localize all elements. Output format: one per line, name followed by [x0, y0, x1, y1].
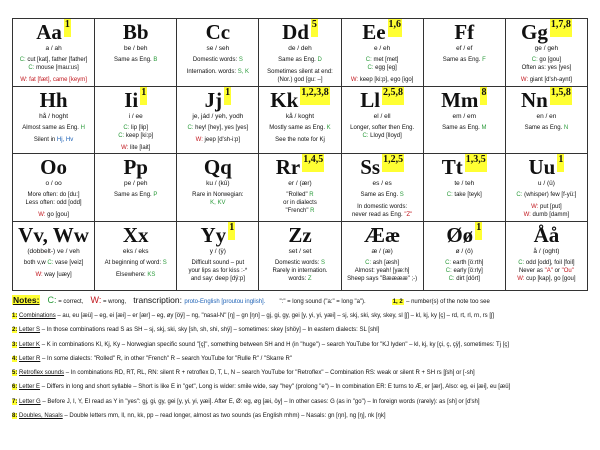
note-number: 2: [12, 327, 18, 334]
note-text: – K in combinations Kl, Kj, Ky – Norwegian specific sound "[ç]", something between SH and H (in "huge") – search YouTube for "KJ lyden" – kl, kj, ky [çi, ç, çÿ], sometimes: Tj [ç] [40, 341, 510, 348]
letter-cell [95, 222, 177, 291]
pronunciation-line: W: keep [ki:p], ego [igo] [350, 77, 414, 83]
pronunciation-line: W: go [gou] [38, 212, 69, 218]
grid-row [13, 19, 588, 87]
note-reference-badge: 1,7,8 [550, 19, 572, 37]
pronunciation-line: C: earth [ö:rth] [445, 260, 484, 266]
pronunciation-line: In domestic words: [357, 204, 408, 210]
note-number: 1: [12, 313, 18, 319]
pronunciation-line: never read as Eng. "Z" [351, 212, 413, 218]
letter-cell [341, 87, 423, 154]
letter-glyph: Ll [360, 88, 381, 112]
letter-glyph: Qq [203, 155, 232, 179]
note-reference-badge: 1 [140, 87, 147, 105]
letter-cell [95, 19, 177, 87]
letter-glyph: Kk [270, 88, 299, 112]
letter-name: y / (ÿ) [209, 248, 226, 255]
note-title: Letter S [19, 327, 41, 334]
letter-name: æ / (æ) [371, 248, 393, 255]
pronunciation-line: Same as Eng. B [114, 57, 158, 63]
pronunciation-line: C: early [ö:rly] [445, 268, 483, 274]
pronunciation-line: W: fat [fæt], came [keym] [20, 77, 87, 83]
note-title: Doubles, Nasals [19, 413, 63, 420]
pronunciation-line: C: go [gou] [531, 57, 562, 63]
pronunciation-line: C: ash [æsh] [365, 260, 400, 266]
pronunciation-line: C: hey! [hey], yes [yes] [187, 125, 249, 131]
letter-glyph: Dd [282, 20, 309, 44]
letter-name: je, jád / yeh, yodh [192, 113, 244, 120]
note-reference-badge: 1,6 [388, 19, 403, 37]
letter-name: kå / koght [285, 113, 315, 120]
pronunciation-line: Longer, softer then Eng. [350, 125, 415, 131]
letter-name: ku / (kû) [206, 180, 230, 187]
letter-glyph: Nn [520, 88, 548, 112]
pronunciation-line: Less often: odd [odd] [25, 200, 82, 206]
note-reference-badge: 2,5,8 [382, 87, 404, 105]
note-text: – In those combinations read S as SH – sj, skj, ski, sky [sh, sh, shi, shÿ] – sometimes: skey [shöy] – In eastern dialects: SL [shl] [40, 327, 380, 334]
letter-cell [13, 19, 95, 87]
letter-glyph: Tt [441, 155, 463, 179]
letter-name: de / deh [288, 45, 312, 52]
letter-glyph: Bb [122, 20, 149, 44]
letter-name: ø / (ö) [455, 248, 473, 255]
correct-label: C: [47, 295, 57, 305]
pronunciation-line: Almost: yeah! [yæ:h] [354, 268, 410, 274]
pronunciation-line: C: odd [odd], foil [foil] [518, 260, 575, 266]
note-title: Letter R [19, 355, 41, 362]
letter-cell [423, 19, 505, 87]
pronunciation-line: Same as Eng. M [442, 125, 487, 131]
letter-cell [341, 154, 423, 222]
letter-name: u / (ü) [537, 180, 555, 187]
pronunciation-line: Domestic words: S [274, 260, 325, 266]
letter-glyph: Øø [446, 223, 474, 247]
letter-name: å / (oght) [533, 248, 560, 255]
note-item [12, 366, 600, 380]
grid-row [13, 154, 588, 222]
letter-glyph: Pp [123, 155, 148, 179]
transcription-label: transcription: [133, 295, 182, 305]
letter-name: em / em [452, 113, 477, 120]
pronunciation-line: At beginning of word: S [104, 260, 167, 266]
letter-name: be / beh [123, 45, 148, 52]
letter-glyph: Xx [122, 223, 149, 247]
note-text: – Double letters mm, ll, nn, kk, pp – read longer, almost as two sounds (as English mhm) – Nasals: gn [ŋn], ng [ŋ], nk [ŋk] [62, 413, 386, 420]
pronunciation-line: Rarely in internation. [272, 268, 328, 274]
long-sound-note: ":" = long sound ("a:" = long "a"). [279, 299, 366, 305]
letter-cell [341, 222, 423, 291]
note-item [12, 380, 600, 394]
letter-cell [95, 154, 177, 222]
note-reference-badge: 1,3,5 [465, 154, 487, 172]
pronunciation-line: More often: do [du:] [27, 192, 80, 198]
letter-glyph: Vv, Ww [18, 223, 89, 247]
pronunciation-line: C: mouse [mau:us] [28, 65, 79, 71]
pronunciation-line: K, KV [210, 200, 226, 206]
letter-cell [177, 154, 259, 222]
letter-name: en / en [536, 113, 557, 120]
pronunciation-line: Often as: yes [yes] [521, 65, 572, 71]
note-number: 3: [12, 341, 18, 348]
letter-glyph: Uu [528, 155, 556, 179]
pronunciation-line: C: met [met] [365, 57, 399, 63]
pronunciation-line: "French" R [285, 208, 315, 214]
letter-cell [505, 87, 587, 154]
note-number: 5: [12, 370, 18, 377]
letter-name: (dobbelt-) ve / veh [27, 248, 80, 255]
pronunciation-line: W: way [uæy] [35, 272, 72, 278]
note-title: Retroflex sounds [19, 370, 65, 377]
pronunciation-line: W: lite [lait] [121, 145, 151, 151]
note-reference-badge: 1,2,3,8 [300, 87, 330, 105]
grid-row [13, 87, 588, 154]
letter-cell [177, 222, 259, 291]
note-text: – Before J, I, Y, EI read as Y in "yes": gj, gi, gy, gei [y, yi, yi, yæi]. After E, Ø: eg, øg [æi, öy] – In other cases: G (as in "go") – In foreign words (rarely): as [sh] or [d'sh] [40, 398, 480, 405]
letter-glyph: Åå [533, 223, 560, 247]
note-number: 6: [12, 384, 18, 391]
pronunciation-line: C: dirt [dört] [448, 276, 480, 282]
note-text: – Differs in long and short syllable – Short is like E in "get", Long is wider: smile wide, say "hey" (prolong "e") – In combination ER: E turns to Æ, er [ær], Also: eg, ei [æi], eu [æü] [40, 384, 511, 391]
letter-cell [259, 19, 341, 87]
pronunciation-line: Never as "A" or "Ou" [518, 268, 574, 274]
letter-name: a / ah [45, 45, 62, 52]
letter-cell [505, 222, 587, 291]
letter-name: el / ell [373, 113, 391, 120]
letter-glyph: Ff [454, 20, 475, 44]
letter-name: es / es [372, 180, 392, 187]
notes-section [12, 293, 600, 423]
letter-name: se / seh [206, 45, 230, 52]
pronunciation-line: or in dialects [283, 200, 317, 206]
letter-glyph: Ee [362, 20, 386, 44]
letter-name: pe / peh [123, 180, 148, 187]
pronunciation-line: C: lip [lip] [123, 125, 149, 131]
letter-cell [423, 222, 505, 291]
note-item [12, 352, 600, 366]
note-reference-badge: 1 [475, 222, 482, 240]
note-reference-badge: 5 [311, 19, 318, 37]
letter-name: set / set [288, 248, 312, 255]
letter-cell [423, 154, 505, 222]
pronunciation-line: Sheep says "Bææææ" ;-) [347, 276, 418, 282]
grid-row [13, 222, 588, 291]
letter-cell [177, 87, 259, 154]
transcription-text: proto-English [proutou inglish]. [184, 299, 266, 305]
pronunciation-line: C: take [teyk] [446, 192, 482, 198]
pronunciation-line: "Rolled" R [286, 192, 314, 198]
wrong-label: W: [90, 295, 102, 305]
letter-cell [259, 87, 341, 154]
note-reference-badge: 1,4,5 [302, 154, 324, 172]
note-reference-badge: 1 [64, 19, 71, 37]
pronunciation-line: Almost same as Eng. H [22, 125, 85, 131]
pronunciation-line: W: giant [d'sh-aynt] [520, 77, 572, 83]
norwegian-alphabet-grid [12, 18, 588, 291]
note-title: Letter G [19, 398, 41, 405]
letter-name: eks / eks [122, 248, 149, 255]
pronunciation-line: Same as Eng. D [278, 57, 322, 63]
note-reference-badge: 8 [480, 87, 487, 105]
letter-glyph: Aa [36, 20, 62, 44]
letter-glyph: Yy [200, 223, 227, 247]
notes-legend: Notes: C: = correct, W: = wrong, transcription: proto-English [proutou inglish]. ":" = long sound ("a:" = long "a"). 1, 2 – number(s) of the note too see [13, 295, 490, 305]
letter-cell [505, 19, 587, 87]
note-title: Combinations [19, 313, 56, 319]
letter-cell [13, 222, 95, 291]
pronunciation-line: Rare in Norwegian: [192, 192, 244, 198]
note-reference-badge: 1 [228, 222, 235, 240]
note-text: – In combinations RD, RT, RL, RN: silent R + retroflex D, T, L, N – search YouTube for "Retroflex" – Combination RS: weak or silent R + SH rs [ʃsh] or [-sh] [64, 370, 475, 377]
pronunciation-line: Elsewhere: KS [116, 272, 156, 278]
note-number: 8: [12, 413, 18, 420]
pronunciation-line: W: put [put] [531, 204, 562, 210]
note-item [12, 323, 600, 337]
note-item [12, 338, 600, 352]
letter-glyph: Cc [205, 20, 231, 44]
pronunciation-line: W: dumb [damm] [523, 212, 570, 218]
note-number-explanation: – number(s) of the note too see [406, 299, 490, 305]
pronunciation-line: C: keep [ki:p] [118, 133, 154, 139]
letter-glyph: Oo [40, 155, 67, 179]
pronunciation-line: Internation. words: S, K [186, 69, 250, 75]
letter-name: o / oo [45, 180, 62, 187]
note-number: 7: [12, 398, 18, 405]
note-text: – In some dialects: "Rolled" R, in other "French" R – search YouTube for "Rulle R" / "Skarre R" [40, 355, 292, 362]
note-reference-badge: 1,5,8 [550, 87, 572, 105]
letter-name: te / teh [454, 180, 475, 187]
letter-name: er / (ær) [288, 180, 312, 187]
note-item [12, 395, 600, 409]
pronunciation-line: C: (whisper) few [f-yü:] [516, 192, 577, 198]
note-items [12, 309, 600, 423]
letter-glyph: Rr [275, 155, 301, 179]
note-text: – au, eu [æü] – eg, ei [æi] – er [ær] – eg, øy [öÿ] – ng, "nasal-N" [ŋ] – gn [ŋn] – gj, gi, gy, gei [y, yi, yi, yæi] – sj, skj, ski, sky, skey, sl [ʃ] – kl, kj, ky [ç] – rd, rt, rl, rn, rs [ʃ] [55, 313, 495, 319]
pronunciation-line: C: cut [kat], father [father] [19, 57, 88, 63]
letter-name: e / eh [374, 45, 391, 52]
letter-glyph: Ii [124, 88, 139, 112]
letter-name: hå / hoght [39, 113, 69, 120]
letter-glyph: Ss [360, 155, 381, 179]
note-title: Letter E [19, 384, 41, 391]
letter-glyph: Zz [288, 223, 312, 247]
pronunciation-line: your lips as for kiss :-* [188, 268, 248, 274]
pronunciation-line: and say: deep [dÿ:p] [190, 276, 245, 282]
letter-glyph: Hh [39, 88, 68, 112]
pronunciation-line: Sometimes silent at end: [267, 69, 333, 75]
pronunciation-line: Same as Eng. P [114, 192, 158, 198]
note-title: Letter K [19, 341, 41, 348]
letter-name: ge / geh [534, 45, 559, 52]
pronunciation-line: Same as Eng. S [360, 192, 404, 198]
letter-cell [341, 19, 423, 87]
note-number-sample: 1, 2 [392, 299, 403, 305]
pronunciation-line: Mostly same as Eng. K [269, 125, 331, 131]
pronunciation-line: Same as Eng. N [524, 125, 569, 131]
pronunciation-line: C: Lloyd [lloyd] [362, 133, 402, 139]
note-reference-badge: 1 [557, 154, 564, 172]
letter-cell [13, 87, 95, 154]
notes-label: Notes: [13, 295, 40, 305]
pronunciation-line: Difficult sound – put [191, 260, 245, 266]
letter-cell [259, 222, 341, 291]
letter-glyph: Mm [441, 88, 479, 112]
pronunciation-line: W: jeep [d'sh-i:p] [195, 137, 241, 143]
pronunciation-line: both v,w C: vase [veiz] [23, 260, 84, 266]
pronunciation-line: Same as Eng. F [442, 57, 486, 63]
letter-glyph: Jj [204, 88, 223, 112]
letter-cell [95, 87, 177, 154]
pronunciation-line: Silent in Hj, Hv [33, 137, 74, 143]
note-reference-badge: 1 [224, 87, 231, 105]
note-item [12, 409, 600, 423]
pronunciation-line: See the note for Kj [275, 137, 325, 143]
letter-name: ef / ef [456, 45, 473, 52]
letter-glyph: Ææ [364, 223, 401, 247]
pronunciation-line: C: egg [eg] [367, 65, 397, 71]
letter-cell [505, 154, 587, 222]
note-item [12, 309, 600, 323]
pronunciation-line: (Nor.) god [gu: –] [277, 77, 323, 83]
letter-cell [13, 154, 95, 222]
note-number: 4: [12, 355, 18, 362]
pronunciation-line: W: cup [kap], go [gou] [517, 276, 576, 282]
note-reference-badge: 1,2,5 [382, 154, 404, 172]
pronunciation-line: words: Z [288, 276, 312, 282]
letter-cell [423, 87, 505, 154]
letter-cell [259, 154, 341, 222]
letter-name: i / ee [128, 113, 143, 120]
letter-glyph: Gg [521, 20, 548, 44]
pronunciation-line: Domestic words: S [192, 57, 243, 63]
letter-cell [177, 19, 259, 87]
